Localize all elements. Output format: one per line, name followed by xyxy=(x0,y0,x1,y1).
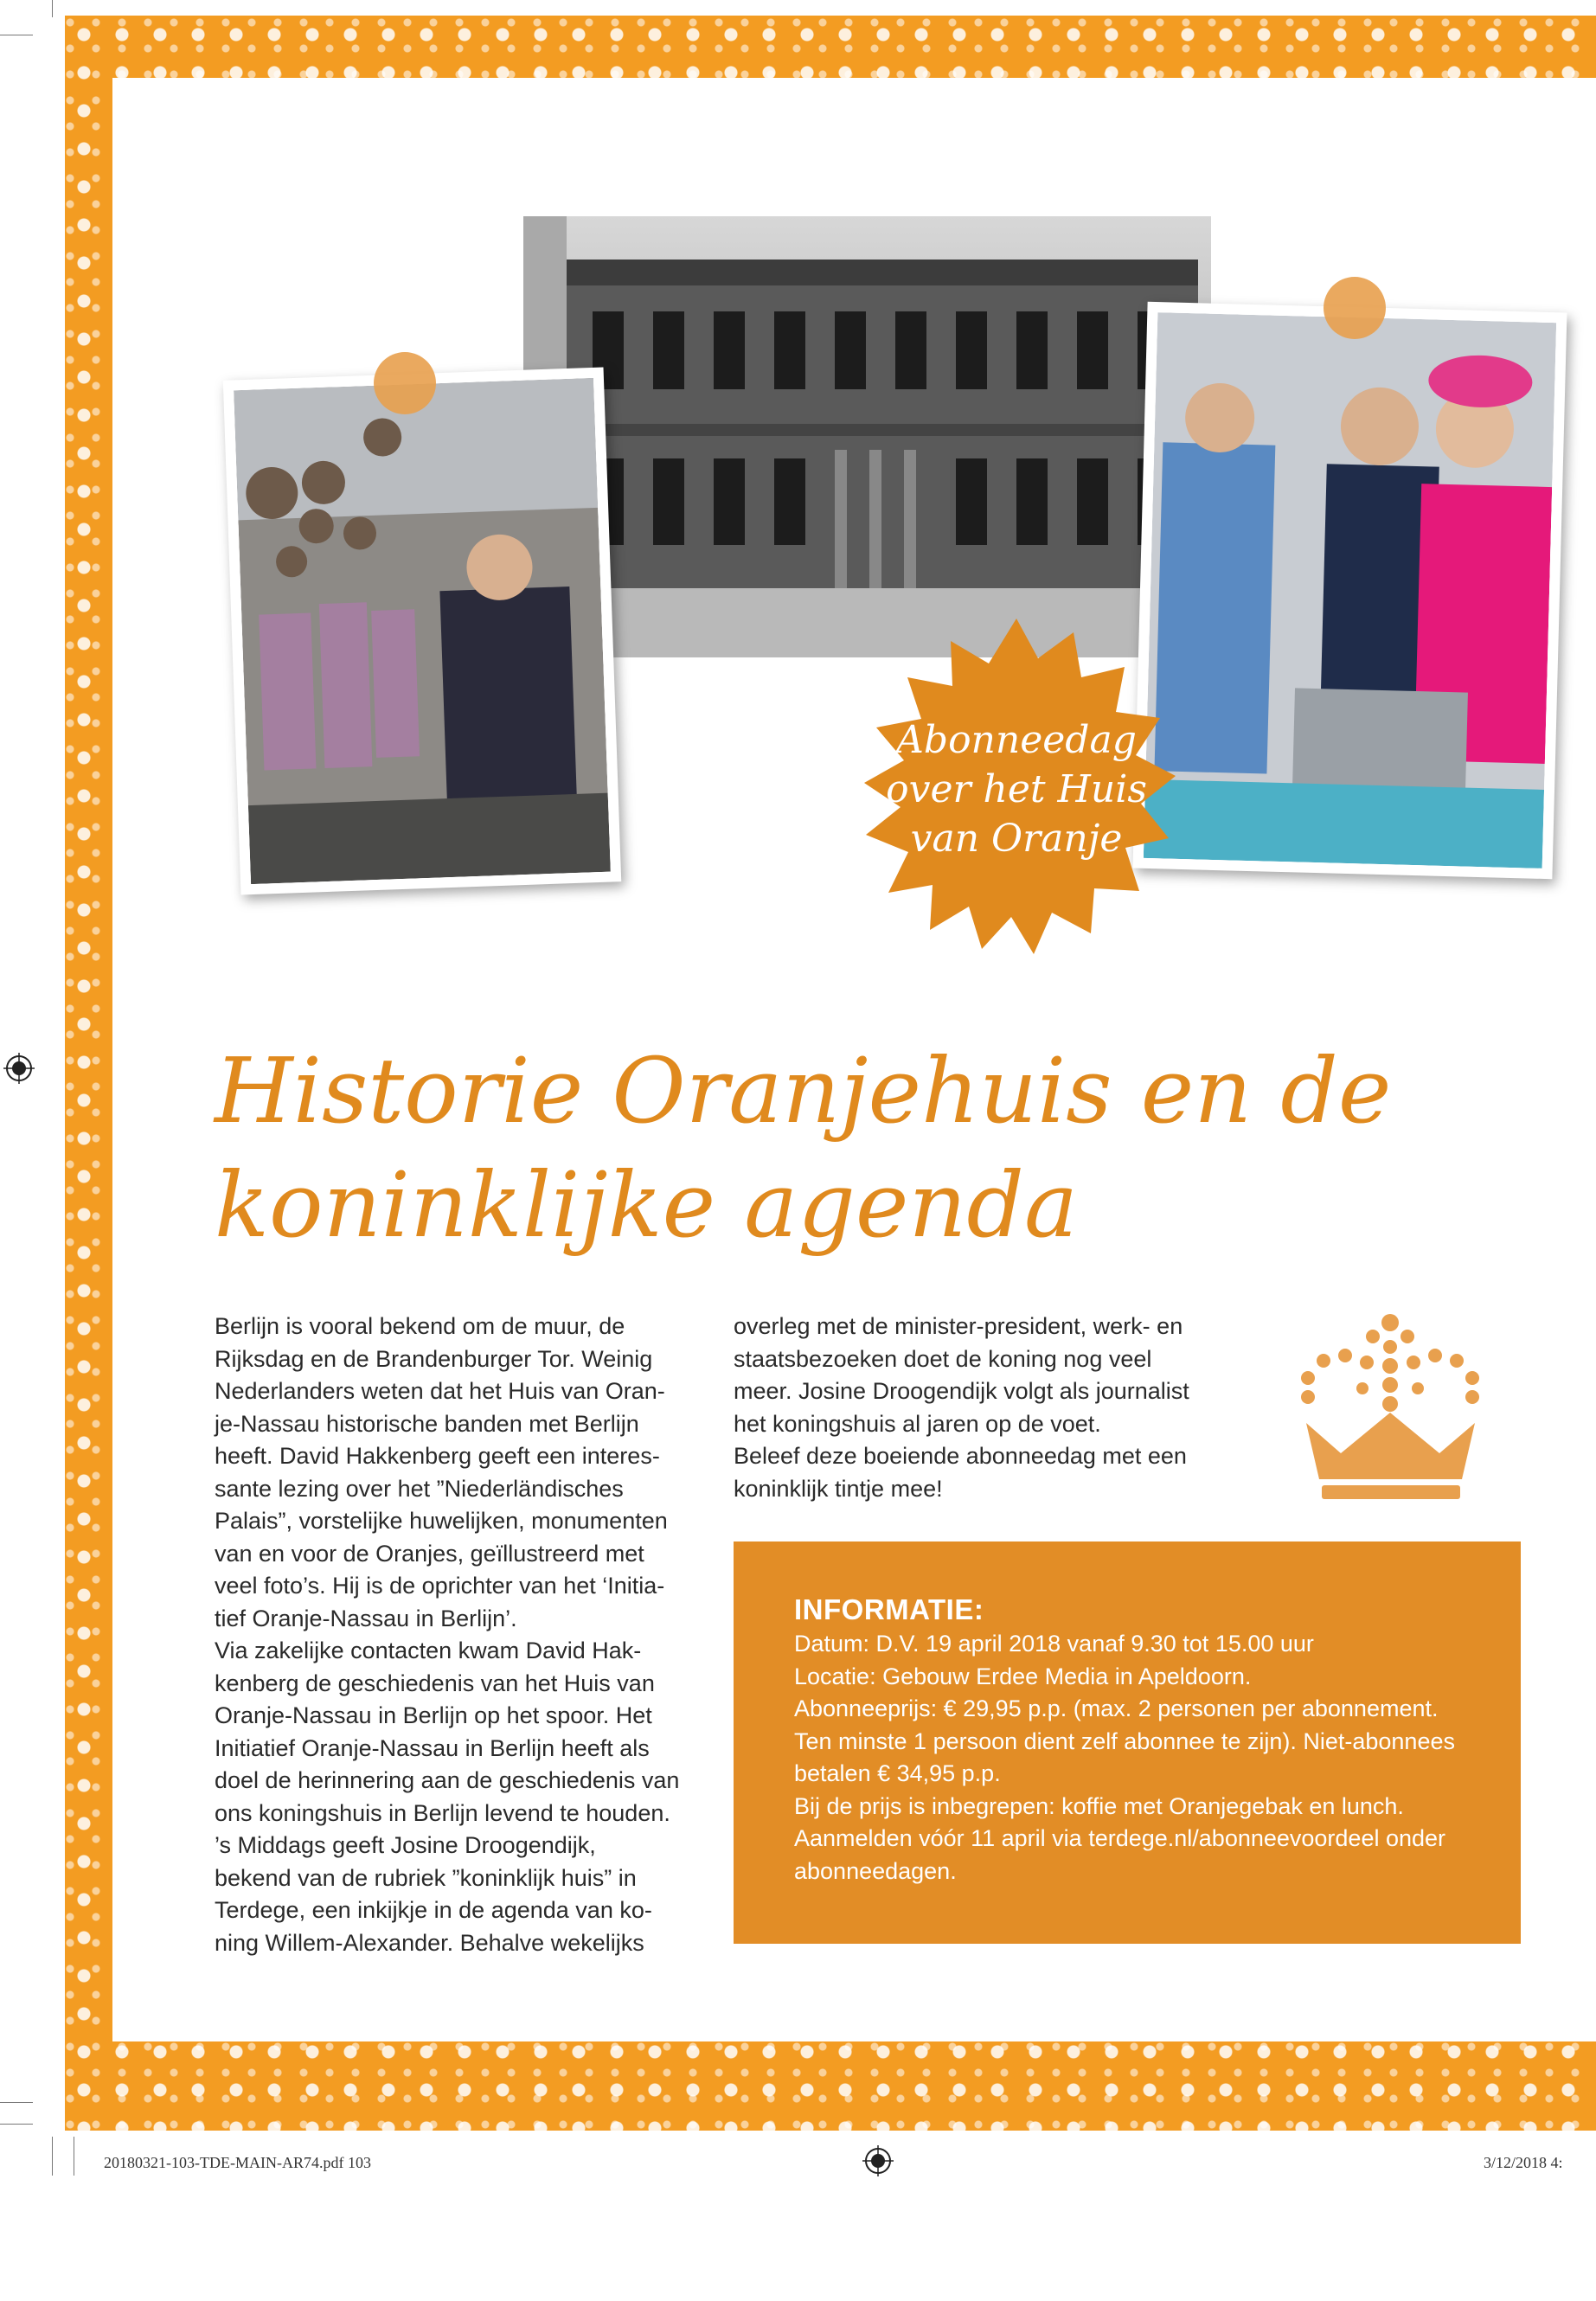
text-line: tief Oranje-Nassau in Berlijn’. xyxy=(215,1605,517,1631)
text-line: veel foto’s. Hij is de oprichter van het ‘Initia- xyxy=(215,1573,665,1599)
info-line-nonmember-price: betalen € 34,95 p.p. xyxy=(794,1760,1001,1786)
info-line-included: Bij de prijs is inbegrepen: koffie met Oranjegebak en lunch. xyxy=(794,1792,1404,1819)
crop-mark-left-vertical xyxy=(52,0,53,17)
text-line: ning Willem-Alexander. Behalve wekelijks xyxy=(215,1929,644,1956)
text-line: het koningshuis al jaren op de voet. xyxy=(734,1410,1101,1437)
photo-palace-building xyxy=(523,216,1211,657)
info-line-register: Aanmelden vóór 11 april via terdege.nl/abonneevoordeel onder xyxy=(794,1825,1446,1851)
text-line: meer. Josine Droogendijk volgt als journalist xyxy=(734,1378,1189,1404)
information-lines xyxy=(794,1628,1503,1888)
pin-dot-left xyxy=(374,352,436,414)
crop-mark-bottom-left xyxy=(0,2102,33,2103)
info-line-location: Locatie: Gebouw Erdee Media in Apeldoorn. xyxy=(794,1663,1252,1689)
text-line: Via zakelijke contacten kwam David Hak- xyxy=(215,1638,642,1663)
info-line-date: Datum: D.V. 19 april 2018 vanaf 9.30 tot 15.00 uur xyxy=(794,1631,1314,1657)
registration-mark-left xyxy=(3,1053,35,1084)
information-title: INFORMATIE: xyxy=(794,1593,984,1625)
article-column-right xyxy=(734,1311,1235,1505)
photo-royal-couple-image xyxy=(1144,312,1556,868)
text-line: Nederlanders weten dat het Huis van Oran- xyxy=(215,1378,665,1404)
abonneedag-badge xyxy=(843,610,1189,956)
registration-mark-bottom xyxy=(862,2145,894,2176)
page-title xyxy=(215,1034,1469,1262)
text-line: heeft. David Hakkenberg geeft een interes- xyxy=(215,1443,660,1469)
text-line: je-Nassau historische banden met Berlijn xyxy=(215,1410,639,1437)
footer-file-slug: 20180321-103-TDE-MAIN-AR74.pdf 103 xyxy=(104,2154,371,2171)
text-line: Terdege, een inkijkje in de agenda van ko- xyxy=(215,1897,652,1923)
text-line: bekend van de rubriek ”koninklijk huis” in xyxy=(215,1864,637,1891)
badge-line-3: van Oranje xyxy=(910,817,1123,861)
text-line: Rijksdag en de Brandenburger Tor. Weinig xyxy=(215,1345,653,1372)
text-line: ons koningshuis in Berlijn levend te houden. xyxy=(215,1799,670,1826)
text-line: ’s Middags geeft Josine Droogendijk, xyxy=(215,1832,596,1858)
crop-mark-bottom-left-2 xyxy=(0,2124,33,2125)
text-line: Palais”, vorstelijke huwelijken, monumenten xyxy=(215,1508,668,1534)
crown-icon xyxy=(1289,1311,1492,1505)
text-line: Initiatief Oranje-Nassau in Berlijn heeft als xyxy=(215,1734,650,1761)
text-line: Berlijn is vooral bekend om de muur, de xyxy=(215,1313,625,1339)
palace-building-image xyxy=(523,216,1211,657)
badge-line-1: Abonneedag xyxy=(896,718,1137,762)
text-line: Beleef deze boeiende abonneedag met een xyxy=(734,1443,1187,1469)
text-line: doel de herinnering aan de geschiedenis van xyxy=(215,1767,680,1793)
text-line: koninklijk tintje mee! xyxy=(734,1475,943,1502)
text-line: kenberg de geschiedenis van het Huis van xyxy=(215,1670,655,1696)
info-line-register-cont: abonneedagen. xyxy=(794,1857,957,1884)
badge-line-2: over het Huis xyxy=(886,767,1147,811)
crop-mark-bottom-vertical xyxy=(52,2137,53,2176)
text-line: staatsbezoeken doet de koning nog veel xyxy=(734,1345,1152,1372)
footer-date-slug: 3/12/2018 4: xyxy=(1484,2154,1563,2171)
pin-dot-right xyxy=(1324,277,1386,339)
text-line: van en voor de Oranjes, geïllustreerd met xyxy=(215,1540,644,1567)
photo-king-children-image xyxy=(234,378,611,884)
text-line: sante lezing over het ”Niederländisches xyxy=(215,1475,624,1502)
photo-king-with-children xyxy=(223,368,621,895)
page-title-line-2: koninklijke agenda xyxy=(215,1152,1078,1258)
text-line: Oranje-Nassau in Berlijn op het spoor. Het xyxy=(215,1702,652,1728)
text-line: overleg met de minister-president, werk- en xyxy=(734,1313,1183,1339)
photo-royal-couple xyxy=(1133,302,1567,879)
info-line-price: Abonneeprijs: € 29,95 p.p. (max. 2 personen per abonnement. xyxy=(794,1695,1439,1721)
page-title-line-1: Historie Oranjehuis en de xyxy=(215,1038,1392,1144)
information-box xyxy=(734,1541,1521,1944)
info-line-price-cont: Ten minste 1 persoon dient zelf abonnee te zijn). Niet-abonnees xyxy=(794,1727,1455,1754)
article-column-left xyxy=(215,1311,708,1959)
